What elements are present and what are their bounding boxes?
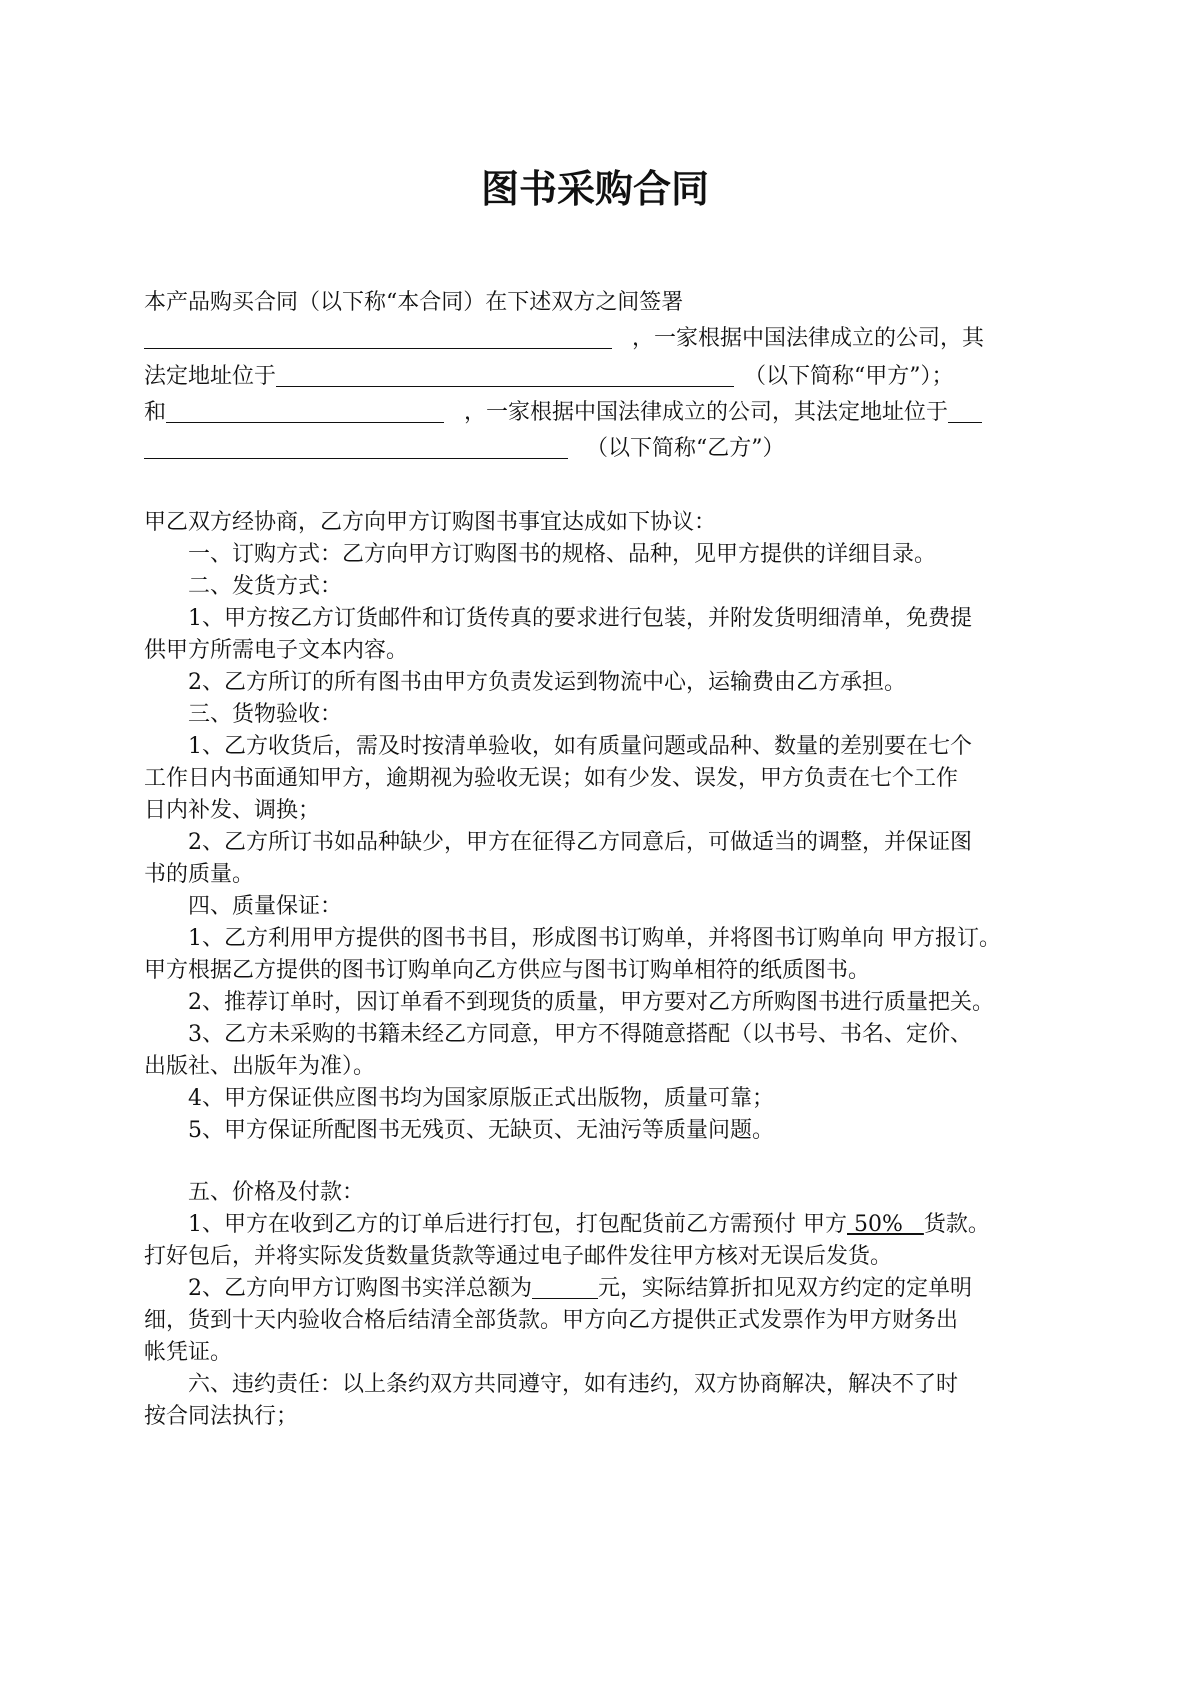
clause-5-2-cont: 细，货到十天内验收合格后结清全部货款。甲方向乙方提供正式发票作为甲方财务出 [144, 1308, 959, 1333]
party-a-address-suffix: （以下简称“甲方”）； [744, 364, 954, 389]
clause-4-4: 4、甲方保证供应图书均为国家原版正式出版物，质量可靠； [188, 1086, 774, 1111]
clause-4-2: 2、推荐订单时，因订单看不到现货的质量，甲方要对乙方所购图书进行质量把关。 [188, 990, 994, 1015]
party-b-address-suffix: （以下简称“乙方”） [586, 436, 785, 461]
clause-5-2-cont2: 帐凭证。 [144, 1340, 233, 1365]
clause-5-1 [144, 1209, 1098, 1241]
party-a-address-prefix: 法定地址位于 [144, 364, 277, 389]
clause-5-heading: 五、价格及付款： [188, 1180, 365, 1205]
agreement-intro: 甲乙双方经协商，乙方向甲方订购图书事宜达成如下协议： [144, 510, 717, 535]
clause-1: 一、订购方式：乙方向甲方订购图书的规格、品种，见甲方提供的详细目录。 [188, 542, 937, 567]
clause-4-5: 5、甲方保证所配图书无残页、无缺页、无油污等质量问题。 [188, 1118, 774, 1143]
clause-4-3: 3、乙方未采购的书籍未经乙方同意，甲方不得随意搭配（以书号、书名、定价、 [188, 1022, 972, 1047]
clause-6: 六、违约责任：以上条约双方共同遵守，如有违约，双方协商解决，解决不了时 [188, 1372, 959, 1397]
clause-5-2 [144, 1273, 1098, 1305]
party-b-line [144, 397, 1054, 429]
party-a-suffix: ，一家根据中国法律成立的公司，其 [632, 326, 985, 351]
parties-intro: 本产品购买合同（以下称“本合同）在下述双方之间签署 [144, 290, 684, 315]
clause-4-1-cont: 甲方根据乙方提供的图书订购单向乙方供应与图书订购单相符的纸质图书。 [144, 958, 871, 983]
clause-5-2-text-end: 元，实际结算折扣见双方约定的定单明 [598, 1276, 973, 1301]
clause-5-1-text-end: 货款。 [923, 1212, 990, 1237]
document-title: 图书采购合同 [480, 167, 709, 211]
clause-3-2: 2、乙方所订书如品种缺少，甲方在征得乙方同意后，可做适当的调整，并保证图 [188, 830, 972, 855]
clause-3-1-cont2: 日内补发、调换； [144, 798, 321, 823]
party-b-address-blank-start[interactable] [948, 398, 982, 423]
party-a-line [144, 323, 1054, 355]
party-b-address-line [144, 433, 1054, 465]
total-amount-blank[interactable] [532, 1274, 598, 1299]
party-b-name-blank[interactable] [166, 398, 444, 423]
clause-2-1: 1、甲方按乙方订货邮件和订货传真的要求进行包装，并附发货明细清单，免费提 [188, 606, 972, 631]
prepayment-percent: 50% [847, 1212, 924, 1237]
party-a-name-blank[interactable] [144, 324, 612, 349]
clause-4-1: 1、乙方利用甲方提供的图书书目，形成图书订购单，并将图书订购单向 甲方报订。 [188, 926, 1001, 951]
clause-2-heading: 二、发货方式： [188, 574, 343, 599]
party-b-address-blank[interactable] [144, 434, 568, 459]
clause-5-2-text: 2、乙方向甲方订购图书实洋总额为 [188, 1276, 532, 1301]
party-a-address-blank[interactable] [276, 362, 734, 387]
clause-4-heading: 四、质量保证： [188, 894, 343, 919]
party-b-prefix: 和 [144, 400, 167, 425]
clause-5-1-cont: 打好包后，并将实际发货数量货款等通过电子邮件发往甲方核对无误后发货。 [144, 1244, 893, 1269]
clause-2-1-cont: 供甲方所需电子文本内容。 [144, 638, 409, 663]
clause-3-2-cont: 书的质量。 [144, 862, 255, 887]
clause-3-1: 1、乙方收货后，需及时按清单验收，如有质量问题或品种、数量的差别要在七个 [188, 734, 972, 759]
party-b-mid: ，一家根据中国法律成立的公司，其法定地址位于 [464, 400, 949, 425]
party-a-address-line [144, 361, 1054, 393]
clause-3-1-cont: 工作日内书面通知甲方，逾期视为验收无误；如有少发、误发，甲方负责在七个工作 [144, 766, 959, 791]
clause-5-1-text: 1、甲方在收到乙方的订单后进行打包，打包配货前乙方需预付 甲方 [188, 1212, 847, 1237]
clause-4-3-cont: 出版社、出版年为准）。 [144, 1054, 376, 1079]
clause-6-cont: 按合同法执行； [144, 1404, 299, 1429]
clause-2-2: 2、乙方所订的所有图书由甲方负责发运到物流中心，运输费由乙方承担。 [188, 670, 906, 695]
clause-3-heading: 三、货物验收： [188, 702, 343, 727]
